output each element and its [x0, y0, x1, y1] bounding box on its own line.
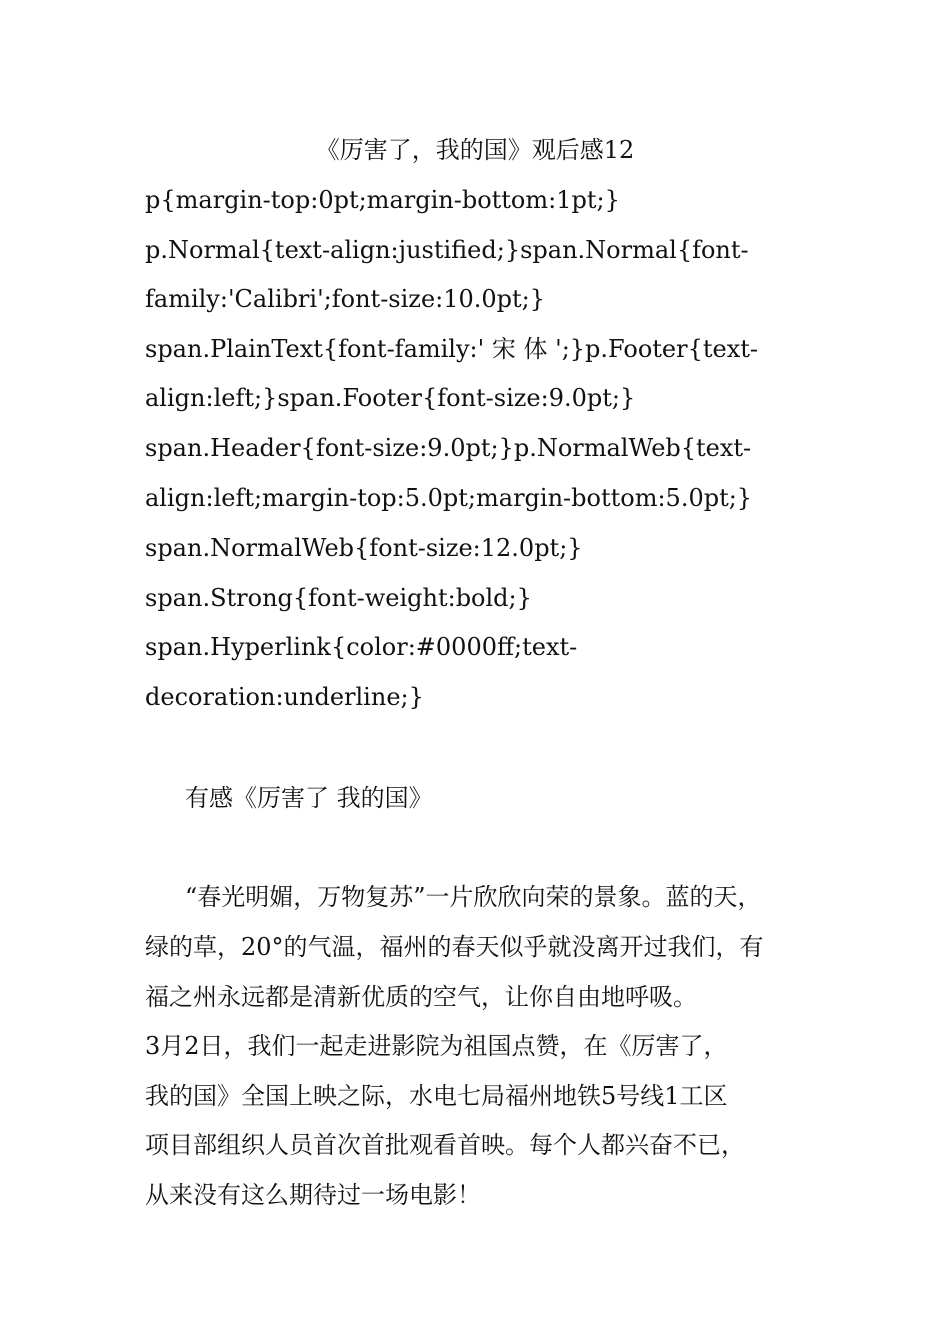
- body-line: “春光明媚，万物复苏”一片欣欣向荣的景象。蓝的天，: [185, 883, 762, 911]
- css-line: family:'Calibri';font-size:10.0pt;}: [145, 285, 546, 313]
- css-line: p{margin-top:0pt;margin-bottom:1pt;}: [145, 186, 620, 214]
- css-line: decoration:underline;}: [145, 683, 424, 711]
- css-line: span.Strong{font-weight:bold;}: [145, 584, 532, 612]
- body-line: 福之州永远都是清新优质的空气，让你自由地呼吸。: [145, 983, 697, 1011]
- css-line: span.Header{font-size:9.0pt;}p.NormalWeb{text-: [145, 434, 752, 462]
- body-line: 3月2日，我们一起走进影院为祖国点赞，在《厉害了，: [145, 1032, 728, 1060]
- body-line: 我的国》全国上映之际，水电七局福州地铁5号线1工区: [145, 1082, 728, 1110]
- body-line: 项目部组织人员首次首批观看首映。每个人都兴奋不已，: [145, 1131, 745, 1159]
- css-line: span.Hyperlink{color:#0000ff;text-: [145, 633, 578, 661]
- css-line: align:left;margin-top:5.0pt;margin-bottom:5.0pt;}: [145, 484, 753, 512]
- css-line: span.NormalWeb{font-size:12.0pt;}: [145, 534, 583, 562]
- body-line: 从来没有这么期待过一场电影！: [145, 1181, 481, 1209]
- css-line: align:left;}span.Footer{font-size:9.0pt;}: [145, 384, 636, 412]
- document-title: 《厉害了，我的国》观后感12: [315, 136, 635, 164]
- css-line: span.PlainText{font-family:' 宋 体 ';}p.Footer{text-: [145, 335, 759, 363]
- css-line: p.Normal{text-align:justified;}span.Normal{font-: [145, 236, 749, 264]
- body-line: 绿的草，20°的气温，福州的春天似乎就没离开过我们，有: [145, 933, 764, 961]
- subtitle: 有感《厉害了 我的国》: [185, 784, 433, 812]
